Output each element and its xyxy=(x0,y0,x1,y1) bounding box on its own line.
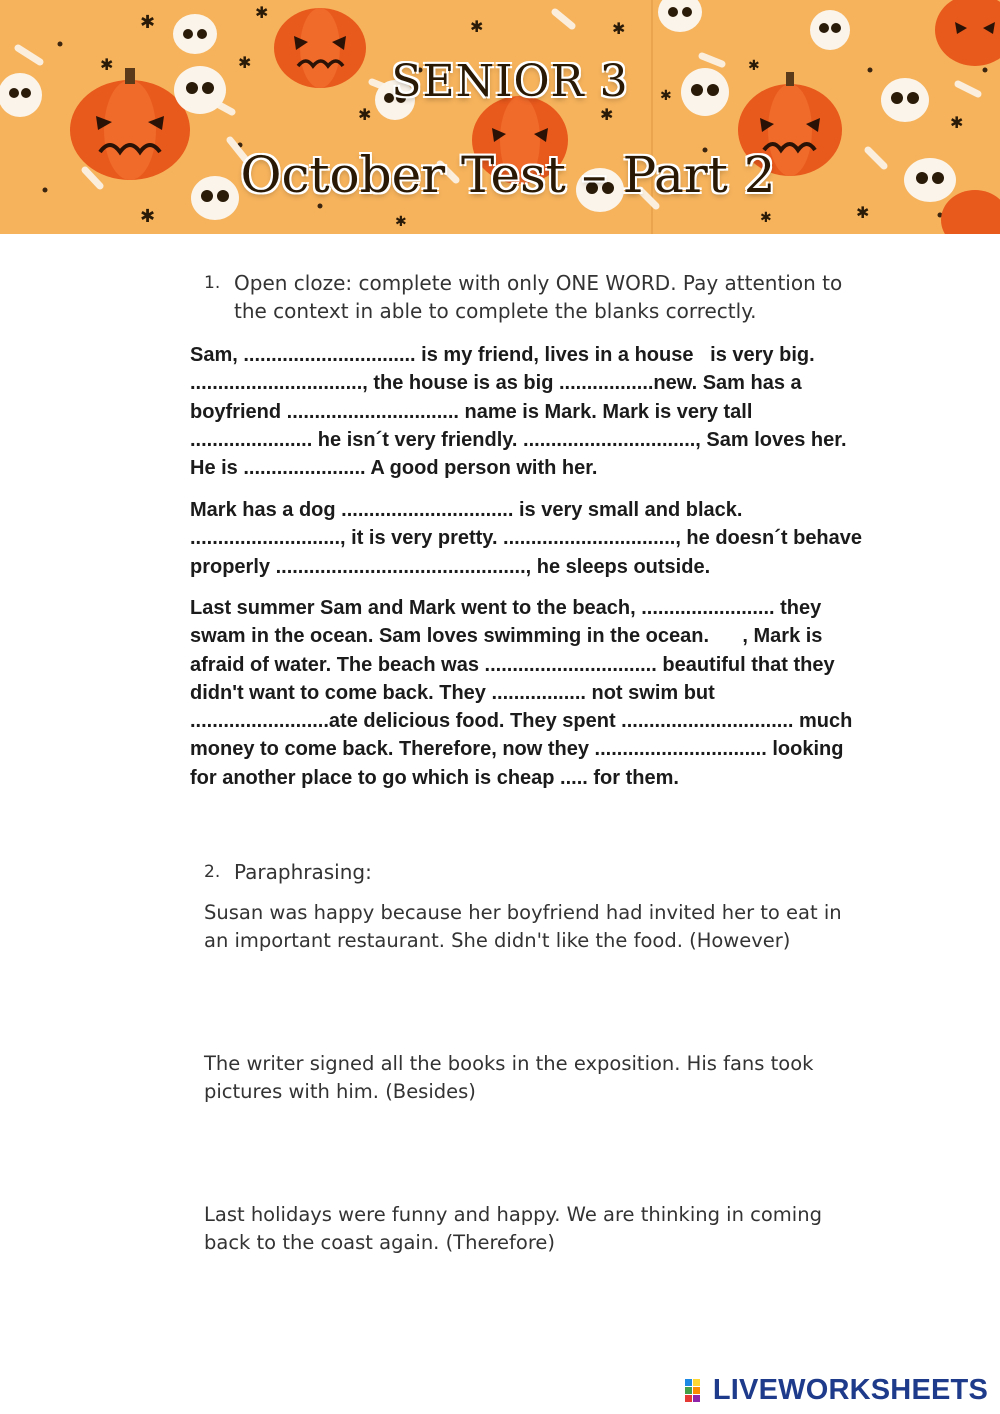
svg-text:✱: ✱ xyxy=(238,53,252,72)
svg-text:✱: ✱ xyxy=(950,113,964,132)
cloze-paragraph-text: Mark has a dog ............................... is very small and black. ..........................., it is very pretty. ..............................., he doesn´t behave properly ............................................., he sleeps outside. xyxy=(190,499,868,578)
svg-text:✱: ✱ xyxy=(470,17,484,36)
cloze-paragraph-1 xyxy=(190,341,870,482)
question-title: Paraphrasing: xyxy=(234,860,372,884)
svg-text:✱: ✱ xyxy=(748,58,760,74)
svg-text:✱: ✱ xyxy=(140,12,156,33)
paraphrase-item-1: Susan was happy because her boyfriend had invited her to eat in an important restaurant. She didn't like the food. (However) xyxy=(204,901,842,952)
svg-text:✱: ✱ xyxy=(612,19,626,38)
svg-text:✱: ✱ xyxy=(100,55,114,74)
question-number: 2. xyxy=(204,862,221,882)
cloze-paragraph-text: Sam, ............................... is my friend, lives in a house is very big. ..............................., the house is as big .................new. Sam has a boyfriend ............................... name is Mark. Mark is very tall ...................... he isn´t very friendly. ..............................., Sam loves her. He is ...................... A good person with her. xyxy=(190,344,853,480)
question-2-header xyxy=(204,858,864,886)
svg-text:✱: ✱ xyxy=(760,210,772,226)
cloze-paragraph-text: Last summer Sam and Mark went to the beach, ........................ they swam in the ocean. Sam loves swimming in the ocean. , Mark is afraid of water. The beach was ............................... beautiful that they didn't want to come back. They ................. not swim but .........................ate delicious food. They spent ............................... much money to come back. Therefore, now they ............................... looking for another place to go which is cheap ..... for them. xyxy=(190,597,858,789)
svg-text:✱: ✱ xyxy=(856,203,870,222)
question-instruction: Open cloze: complete with only ONE WORD. Pay attention to the context in able to complete the blanks correctly. xyxy=(234,271,843,323)
svg-text:✱: ✱ xyxy=(255,3,269,22)
footer-brand xyxy=(685,1372,988,1408)
liveworksheets-logo-icon xyxy=(685,1377,711,1403)
svg-text:✱: ✱ xyxy=(395,214,407,230)
svg-text:✱: ✱ xyxy=(600,105,614,124)
cloze-paragraph-2 xyxy=(190,496,870,581)
question-number: 1. xyxy=(204,273,221,293)
worksheet-level-title: SENIOR 3 xyxy=(391,56,629,107)
brand-name: LIVEWORKSHEETS xyxy=(712,1373,988,1406)
svg-text:✱: ✱ xyxy=(140,206,156,227)
svg-text:✱: ✱ xyxy=(358,105,372,124)
cloze-paragraph-3 xyxy=(190,594,870,792)
paraphrase-item-2: The writer signed all the books in the exposition. His fans took pictures with him. (Besides) xyxy=(204,1052,814,1103)
svg-text:✱: ✱ xyxy=(660,88,672,104)
header-banner xyxy=(0,0,1000,234)
question-1-header xyxy=(204,269,864,325)
paraphrase-item-3: Last holidays were funny and happy. We are thinking in coming back to the coast again. (Therefore) xyxy=(204,1203,822,1254)
worksheet-test-title: October Test – Part 2 xyxy=(240,146,776,204)
